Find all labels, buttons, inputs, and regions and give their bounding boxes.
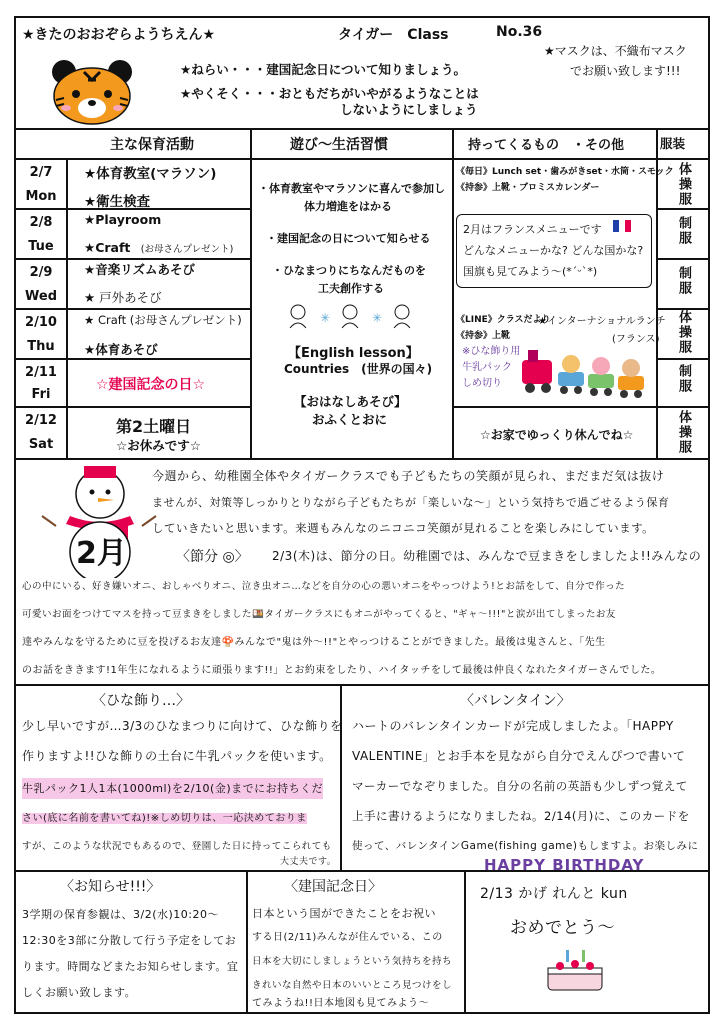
bring-items: 《持参》上靴・ブロミスカレンダー: [456, 183, 600, 193]
kenkoku-line-4: きれいな自然や日本のいいところ見つけをし: [252, 980, 453, 991]
date-2-12: 2/12 Sat: [25, 413, 57, 452]
birthday-name: 2/13 かげ れんと kun: [480, 886, 628, 902]
intro-line-3: していきたいと思います。来週もみんなのニコニコ笑顔が見れることを楽しみにしています。: [152, 521, 655, 535]
valentine-line-4: 上手に書けるようになりましたね。2/14(月)に、このカードを: [352, 809, 690, 823]
row-line: [14, 406, 252, 408]
french-menu-note: 2月はフランスメニューです どんなメニューかな? どんな国かな? 国旗も見てみよう～(*ˊᵕˋ*): [456, 214, 652, 288]
activity-2-12-2: ☆お休みです☆: [116, 438, 201, 453]
row-line: [14, 308, 252, 310]
international-lunch-country: (フランス): [612, 334, 660, 345]
date-2-10: 2/10 Thu: [25, 315, 57, 354]
notice-line-1: 3学期の保育参観は、3/2(水)10:20～: [22, 908, 219, 921]
header-play: 遊び～生活習慣: [290, 137, 388, 153]
notice-line-3: ります。時間などまたお知らせします。宜: [22, 960, 239, 973]
activity-2-7-2: ★衛生検査: [84, 194, 151, 210]
mask-note-1: ★マスクは、不織布マスク: [544, 44, 687, 58]
milk-pack-note: ※ひな飾り用 牛乳パック しめ切り: [462, 346, 521, 389]
play-2: ・建国記念の日について知らせる: [266, 232, 431, 245]
table-top-line: [14, 128, 710, 130]
play-1b: 体力増進をはかる: [304, 200, 392, 213]
col-line-2: [250, 128, 252, 458]
date-2-8: 2/8 Tue: [28, 215, 54, 254]
activity-2-10-2: ★体育あそび: [84, 342, 158, 357]
section-divider: [14, 684, 710, 686]
valentine-line-3: マーカーでなぞりました。自分の名前の英語も少しずつ覚えて: [352, 779, 688, 793]
line-class-letter: 《LINE》クラスだより: [456, 315, 551, 325]
row-line: [656, 208, 710, 210]
mask-note-2: でお願い致します!!!: [570, 64, 681, 78]
hina-line-2: 作りますよ!!ひな飾りの土台に牛乳パックを使います。: [22, 749, 332, 763]
promise-text-2: しないようにしましょう: [340, 102, 478, 117]
activity-2-10-1: ★ Craft (お母さんプレゼント): [84, 313, 242, 327]
ohanashi-asobi: 【おはなしあそび】: [294, 394, 407, 409]
header-main-activities: 主な保育活動: [110, 137, 194, 153]
row-line: [452, 406, 658, 408]
bring-shoes: 《持参》上靴: [456, 331, 511, 341]
bottom-divider-2: [464, 870, 466, 1014]
month-label: 2月: [76, 536, 127, 571]
row-line: [14, 358, 252, 360]
hina-line-1: 少し早いですが…3/3のひなまつりに向けて、ひな飾りを: [22, 719, 343, 733]
promise-text-1: ★やくそく・・・おともだちがいやがるようなことは: [180, 86, 479, 101]
activity-2-9-1: ★音楽リズムあそび: [84, 262, 195, 277]
aim-text: ★ねらい・・・建国記念日について知りましょう。: [180, 62, 466, 77]
tiger-icon: [46, 56, 138, 126]
play-1a: ・体育教室やマラソンに喜んで参加し: [258, 182, 445, 195]
play-3b: 工夫創作する: [318, 282, 384, 295]
col-line-3: [452, 128, 454, 458]
notice-line-2: 12:30を3部に分散して行う予定をしてお: [22, 934, 237, 947]
school-name: ★きたのおおぞらようちえん★: [22, 27, 216, 43]
row-line: [656, 358, 710, 360]
valentine-line-2: VALENTINE」とお手本を見ながら自分でえんぴつで書いて: [352, 749, 686, 763]
date-2-9: 2/9 Wed: [25, 265, 57, 304]
table-bottom-line: [14, 458, 710, 460]
clothes-2-11: 制服: [676, 364, 691, 394]
date-2-7: 2/7 Mon: [25, 165, 57, 204]
valentine-line-5: 使って、バレンタインGame(fishing game)もしますよ。お楽しみに: [352, 840, 699, 852]
activity-2-7-1: ★体育教室(マラソン): [84, 166, 217, 182]
clothes-2-8: 制服: [676, 216, 691, 246]
kenkoku-line-2: する日(2/11)みんなが住んでいる、この: [252, 932, 443, 943]
hina-line-5: すが、このような状況でもあるので、登園した日に持ってこられても: [22, 841, 332, 852]
clothes-2-9: 制服: [676, 266, 691, 296]
header-bring: 持ってくるもの ・その他: [468, 138, 625, 153]
play-3a: ・ひなまつりにちなんだものを: [272, 264, 426, 277]
date-2-11: 2/11 Fri: [25, 365, 57, 402]
section-divider-vertical: [340, 684, 342, 870]
svg-text:✳: ✳: [320, 311, 331, 325]
rest-at-home: ☆お家でゆっくり休んでね☆: [480, 428, 634, 442]
clothes-2-7: 体操服: [676, 162, 691, 207]
table-header-line: [14, 158, 710, 160]
setsubun-line-5: のお話をききます!1年生になれるように頑張ります!!」とお約束をしたり、ハイタッチをして最後は仲良くなれたタイガーさんでした。: [22, 665, 662, 676]
col-line-4: [656, 128, 658, 458]
issue-number: No.36: [496, 24, 543, 40]
setsubun-line-1: 2/3(木)は、節分の日。幼稚園では、みんなで豆まきをしましたよ!!みんなの: [272, 549, 702, 563]
kenkoku-title: 〈建国記念日〉: [284, 879, 382, 895]
setsubun-line-2: 心の中にいる、好き嫌いオニ、おしゃべりオニ、泣き虫オニ…などを自分の心の悪いオニをやっつけよう!とお話をして、自分で作った: [22, 581, 626, 592]
kenkoku-line-1: 日本という国ができたことをお祝い: [252, 907, 436, 920]
bring-daily: 《毎日》Lunch set・歯みがきset・水筒・スモック: [456, 167, 674, 177]
intro-line-1: 今週から、幼稚園全体やタイガークラスでも子どもたちの笑顔が見られ、まだまだ気は抜け: [152, 469, 665, 483]
ohanashi-title: おふくとおに: [312, 412, 388, 427]
animal-train-icon: [518, 346, 652, 400]
notice-line-4: しくお願い致します。: [22, 986, 137, 999]
setsubun-title: 〈節分 ◎〉: [176, 549, 249, 565]
activity-2-12-1: 第2土曜日: [116, 417, 192, 436]
hina-line-4: さい(底に名前を書いてね)!※しめ切りは、一応決めておりま: [22, 813, 307, 824]
valentine-title: 〈バレンタイン〉: [460, 693, 571, 709]
class-name: タイガー Class: [338, 27, 449, 43]
english-lesson: 【English lesson】: [288, 346, 419, 361]
hina-line-3: 牛乳パック1人1本(1000ml)を2/10(金)までにお持ちくだ: [22, 778, 323, 799]
children-icon: [286, 302, 422, 330]
birthday-cake-icon: [540, 946, 610, 996]
kenkoku-line-5: てみようね!!日本地図も見てみよう～: [252, 998, 430, 1009]
header-clothes: 服装: [660, 136, 686, 151]
international-lunch: ★インターナショナルランチ: [538, 316, 666, 327]
bottom-divider-1: [246, 870, 248, 1014]
birthday-wish: おめでとう～: [510, 918, 615, 938]
intro-line-2: ませんが、対策等しっかりとりながら子どもたちが「楽しいな～」という気持ちで過ごせるよう保育: [152, 496, 670, 509]
activity-2-8-2: ★Craft (お母さんプレゼント): [84, 240, 234, 255]
birthday-banner: HAPPY BIRTHDAY: [484, 856, 645, 874]
activity-2-11-holiday: ☆建国記念の日☆: [96, 377, 206, 393]
svg-text:✳: ✳: [372, 311, 383, 325]
clothes-2-10: 体操服: [676, 310, 691, 355]
row-line: [656, 406, 710, 408]
valentine-line-1: ハートのバレンタインカードが完成しましたよ。「HAPPY: [352, 719, 674, 733]
setsubun-line-4: 達やみんなを守るために豆を投げるお友達🍄みんなで"鬼は外～!!"とやっつけることができました。最後は鬼さんと、「先生: [22, 637, 606, 648]
notice-title: 〈お知らせ!!!〉: [60, 879, 161, 895]
france-flag-icon: [612, 220, 632, 232]
setsubun-line-3: 可愛いお面をつけてマスを持って豆まきをしました🍱タイガークラスにもオニがやってくると、"ギャ～!!!"と涙が出てしまったお友: [22, 609, 616, 620]
countries: Countries (世界の国々): [284, 362, 433, 376]
kenkoku-line-3: 日本を大切にしましょうという気持ちを持ち: [252, 956, 453, 967]
activity-2-9-2: ★ 戸外あそび: [84, 290, 162, 305]
hina-title: 〈ひな飾り…〉: [92, 693, 190, 709]
clothes-2-12: 体操服: [676, 410, 691, 455]
row-line: [656, 258, 710, 260]
activity-2-8-1: ★Playroom: [84, 212, 162, 227]
hina-line-6: 大丈夫です。: [280, 857, 337, 867]
